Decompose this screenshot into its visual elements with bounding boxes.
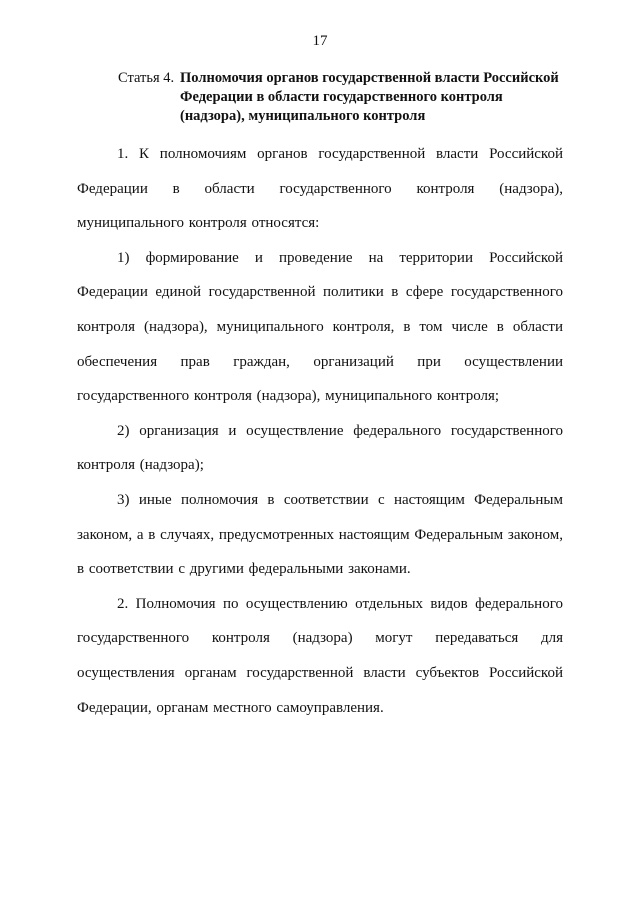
- article-label: Статья 4.: [118, 70, 175, 86]
- paragraph-1: 1. К полномочиям органов государственной власти Российской Федерации в области государственного контроля (надзора), муниципального контроля относятся:: [77, 146, 563, 232]
- page-number: 17: [312, 33, 328, 49]
- article-title: Полномочия органов государственной власти Российской Федерации в области государственного контроля (надзора), муниципального контроля: [180, 70, 559, 124]
- article-body: [77, 137, 563, 725]
- paragraph-2: 2. Полномочия по осуществлению отдельных видов федерального государственного контроля (надзора) могут передаваться для осуществления органам государственной власти субъектов Российской Федерации, органам местного самоуправления.: [77, 595, 563, 716]
- paragraph-1-item-2: 2) организация и осуществление федерального государственного контроля (надзора);: [77, 422, 563, 474]
- paragraph-1-item-3: 3) иные полномочия в соответствии с настоящим Федеральным законом, а в случаях, предусмотренных настоящим Федеральным законом, в соответствии с другими федеральными законами.: [77, 491, 563, 578]
- paragraph-1-item-1: 1) формирование и проведение на территории Российской Федерации единой государственной политики в сфере государственного контроля (надзора), муниципального контроля, в том числе в области обеспечения прав граждан, организаций при осуществлении государственного контроля (надзора), муниципального контроля;: [77, 249, 563, 405]
